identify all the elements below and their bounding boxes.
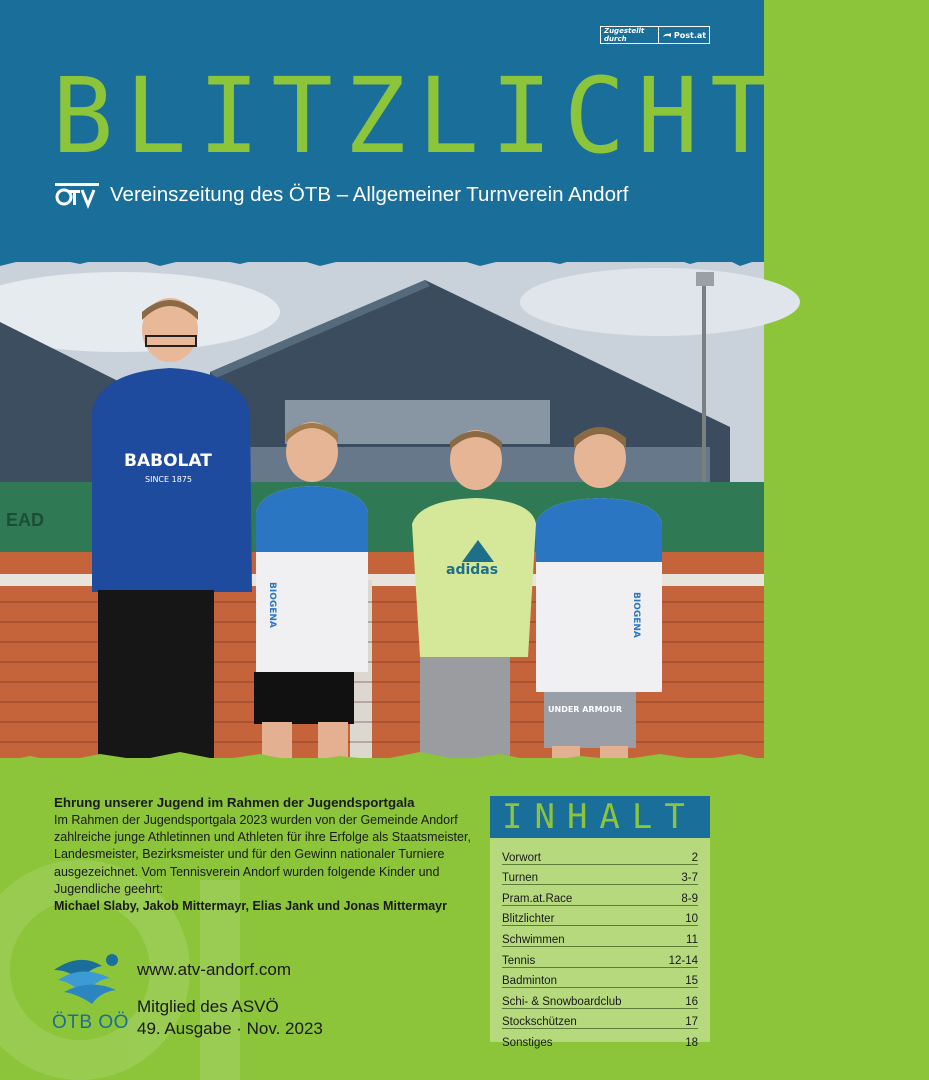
otb-logo-label: ÖTB OÖ bbox=[52, 1012, 129, 1033]
magazine-subtitle: Vereinszeitung des ÖTB – Allgemeiner Turnverein Andorf bbox=[110, 183, 629, 206]
toc-item-schwimmen[interactable] bbox=[502, 926, 698, 947]
masthead bbox=[0, 0, 929, 268]
toc-item-blitzlichter[interactable] bbox=[502, 906, 698, 927]
cover-photo bbox=[0, 262, 764, 766]
table-of-contents bbox=[490, 796, 710, 1049]
toc-item-vorwort[interactable] bbox=[502, 844, 698, 865]
article bbox=[54, 794, 474, 915]
toc-page: 3-7 bbox=[681, 872, 698, 885]
toc-page: 11 bbox=[686, 933, 698, 946]
magazine-title: BLITZLICHTER bbox=[52, 55, 929, 177]
member-text: Mitglied des ASVÖ bbox=[137, 997, 279, 1016]
toc-item-badminton[interactable] bbox=[502, 968, 698, 989]
biogena-print-1: BIOGENA bbox=[267, 582, 277, 628]
toc-item-sonstiges[interactable] bbox=[502, 1029, 698, 1049]
toc-page: 16 bbox=[685, 995, 698, 1008]
toc-heading: INHALT bbox=[490, 796, 710, 838]
post-horn-icon bbox=[662, 32, 672, 39]
header-torn-edge bbox=[0, 236, 764, 276]
website-link[interactable]: www.atv-andorf.com bbox=[137, 960, 291, 979]
toc-label: Tennis bbox=[502, 954, 536, 967]
toc-page: 10 bbox=[685, 913, 698, 926]
toc-label: Sonstiges bbox=[502, 1036, 553, 1049]
postage-brand-text: Post.at bbox=[673, 30, 707, 40]
otb-logo-icon bbox=[50, 950, 126, 1006]
postage-label: Zugestellt durch bbox=[601, 27, 659, 43]
babolat-subprint: SINCE 1875 bbox=[145, 475, 192, 484]
toc-label: Schi- & Snowboardclub bbox=[502, 995, 622, 1008]
toc-list bbox=[490, 838, 710, 1049]
babolat-print: BABOLAT bbox=[124, 451, 212, 471]
toc-label: Schwimmen bbox=[502, 933, 565, 946]
toc-item-schi-snowboard[interactable] bbox=[502, 988, 698, 1009]
toc-page: 12-14 bbox=[668, 954, 698, 967]
toc-item-turnen[interactable] bbox=[502, 865, 698, 886]
toc-label: Blitzlichter bbox=[502, 913, 555, 926]
toc-page: 17 bbox=[685, 1016, 698, 1029]
toc-item-tennis[interactable] bbox=[502, 947, 698, 968]
svg-text:EAD: EAD bbox=[6, 510, 45, 530]
toc-label: Turnen bbox=[502, 872, 539, 885]
article-heading: Ehrung unserer Jugend im Rahmen der Jugendsportgala bbox=[54, 795, 415, 810]
postage-box bbox=[600, 26, 710, 44]
atv-logo-icon bbox=[54, 182, 100, 208]
article-names: Michael Slaby, Jakob Mittermayr, Elias Jank und Jonas Mittermayr bbox=[54, 899, 447, 914]
toc-label: Vorwort bbox=[502, 851, 541, 864]
article-body: Im Rahmen der Jugendsportgala 2023 wurden von der Gemeinde Andorf zahlreiche junge Athletinnen und Athleten für ihre Erfolge als Staatsmeister, Landesmeister, Bezirksmeister und für den Gewinn nationaler Turniere ausgezeichnet. Vom Tennisverein Andorf wurden folgende Kinder und Jugendliche geehrt: bbox=[54, 813, 471, 896]
toc-page: 2 bbox=[691, 851, 698, 864]
adidas-print: adidas bbox=[446, 562, 499, 578]
shorts-print: UNDER ARMOUR bbox=[548, 705, 623, 714]
toc-item-pram-race[interactable] bbox=[502, 885, 698, 906]
toc-page: 15 bbox=[685, 975, 698, 988]
toc-page: 18 bbox=[685, 1036, 698, 1049]
subtitle-row bbox=[54, 180, 629, 210]
toc-item-stockschuetzen[interactable] bbox=[502, 1009, 698, 1030]
issue-info bbox=[137, 996, 323, 1040]
issue-text: 49. Ausgabe · Nov. 2023 bbox=[137, 1019, 323, 1038]
biogena-print-2: BIOGENA bbox=[631, 592, 641, 638]
toc-label: Badminton bbox=[502, 975, 557, 988]
toc-page: 8-9 bbox=[681, 892, 698, 905]
toc-label: Stockschützen bbox=[502, 1016, 577, 1029]
toc-label: Pram.at.Race bbox=[502, 892, 573, 905]
postage-brand bbox=[659, 27, 709, 43]
